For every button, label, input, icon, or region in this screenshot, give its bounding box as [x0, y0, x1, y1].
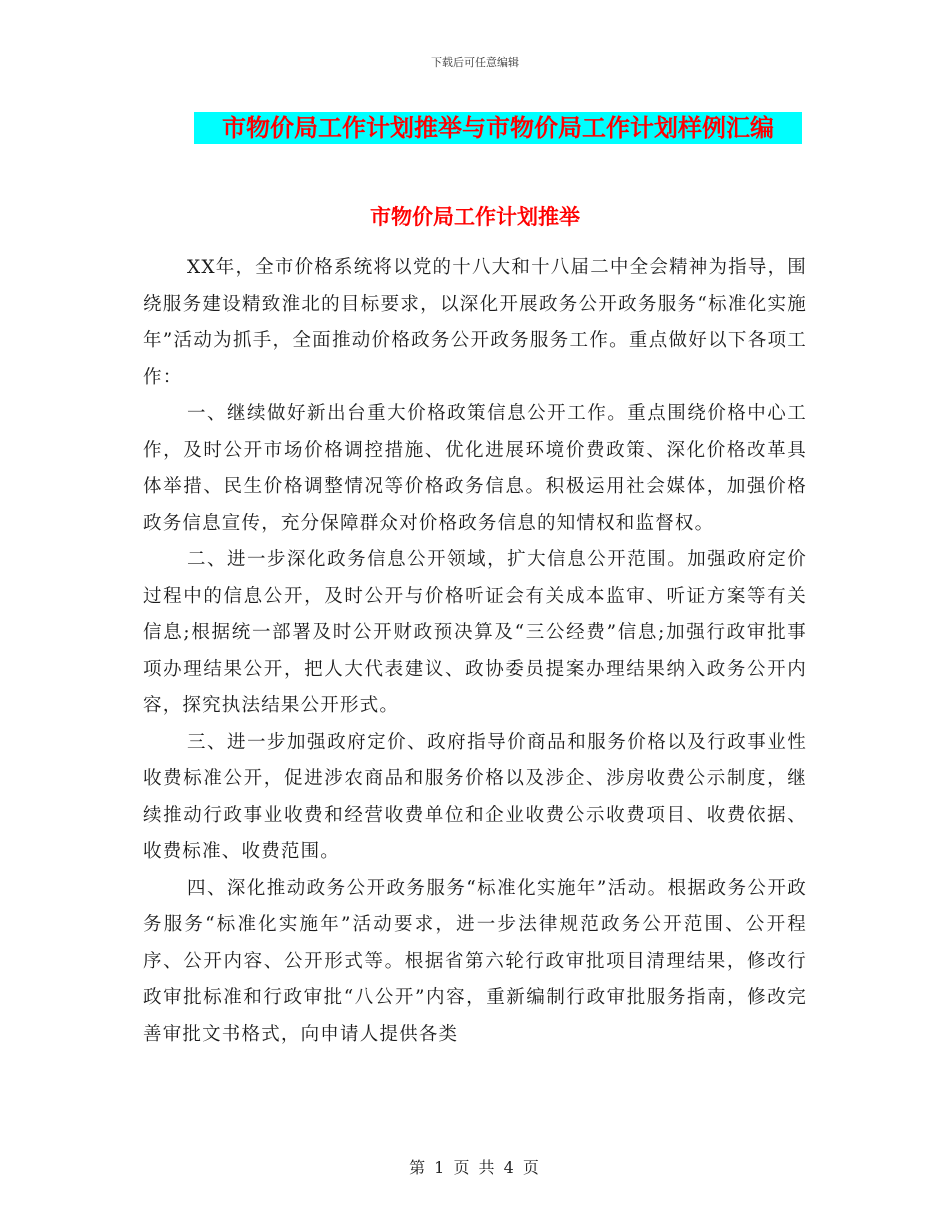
document-title: 市物价局工作计划推举与市物价局工作计划样例汇编: [222, 114, 774, 142]
main-title-highlight: [194, 112, 802, 144]
paragraph-item-3: 三、进一步加强政府定价、政府指导价商品和服务价格以及行政事业性收费标准公开，促进涉农商品和服务价格以及涉企、涉房收费公示制度，继续推动行政事业收费和经营收费单位和企业收费公示收费项目、收费依据、收费标准、收费范围。: [143, 731, 807, 862]
paragraph-item-4: 四、深化推动政务公开政务服务“标准化实施年”活动。根据政务公开政务服务“标准化实施年”活动要求，进一步法律规范政务公开范围、公开程序、公开内容、公开形式等。根据省第六轮行政审批项目清理结果，修改行政审批标准和行政审批“八公开”内容，重新编制行政审批服务指南，修改完善审批文书格式，向申请人提供各类: [143, 877, 807, 1045]
paragraph-item-2: 二、进一步深化政务信息公开领域，扩大信息公开范围。加强政府定价过程中的信息公开，及时公开与价格听证会有关成本监审、听证方案等有关信息;根据统一部署及时公开财政预决算及“三公经费”信息;加强行政审批事项办理结果公开，把人大代表建议、政协委员提案办理结果纳入政务公开内容，探究执法结果公开形式。: [143, 549, 807, 716]
paragraph-item-1: 一、继续做好新出台重大价格政策信息公开工作。重点围绕价格中心工作，及时公开市场价格调控措施、优化进展环境价费政策、深化价格改革具体举措、民生价格调整情况等价格政务信息。积极运用社会媒体，加强价格政务信息宣传，充分保障群众对价格政务信息的知情权和监督权。: [143, 403, 807, 534]
page-number-footer: 第 1 页 共 4 页: [409, 1158, 541, 1177]
section-title: 市物价局工作计划推举: [370, 205, 580, 229]
paragraph-intro: XX年，全市价格系统将以党的十八大和十八届二中全会精神为指导，围绕服务建设精致淮北的目标要求，以深化开展政务公开政务服务“标准化实施年”活动为抓手，全面推动价格政务公开政务服务工作。重点做好以下各项工作：: [143, 257, 807, 388]
document-body: [143, 250, 807, 1053]
page-header-note: 下载后可任意编辑: [431, 56, 519, 69]
